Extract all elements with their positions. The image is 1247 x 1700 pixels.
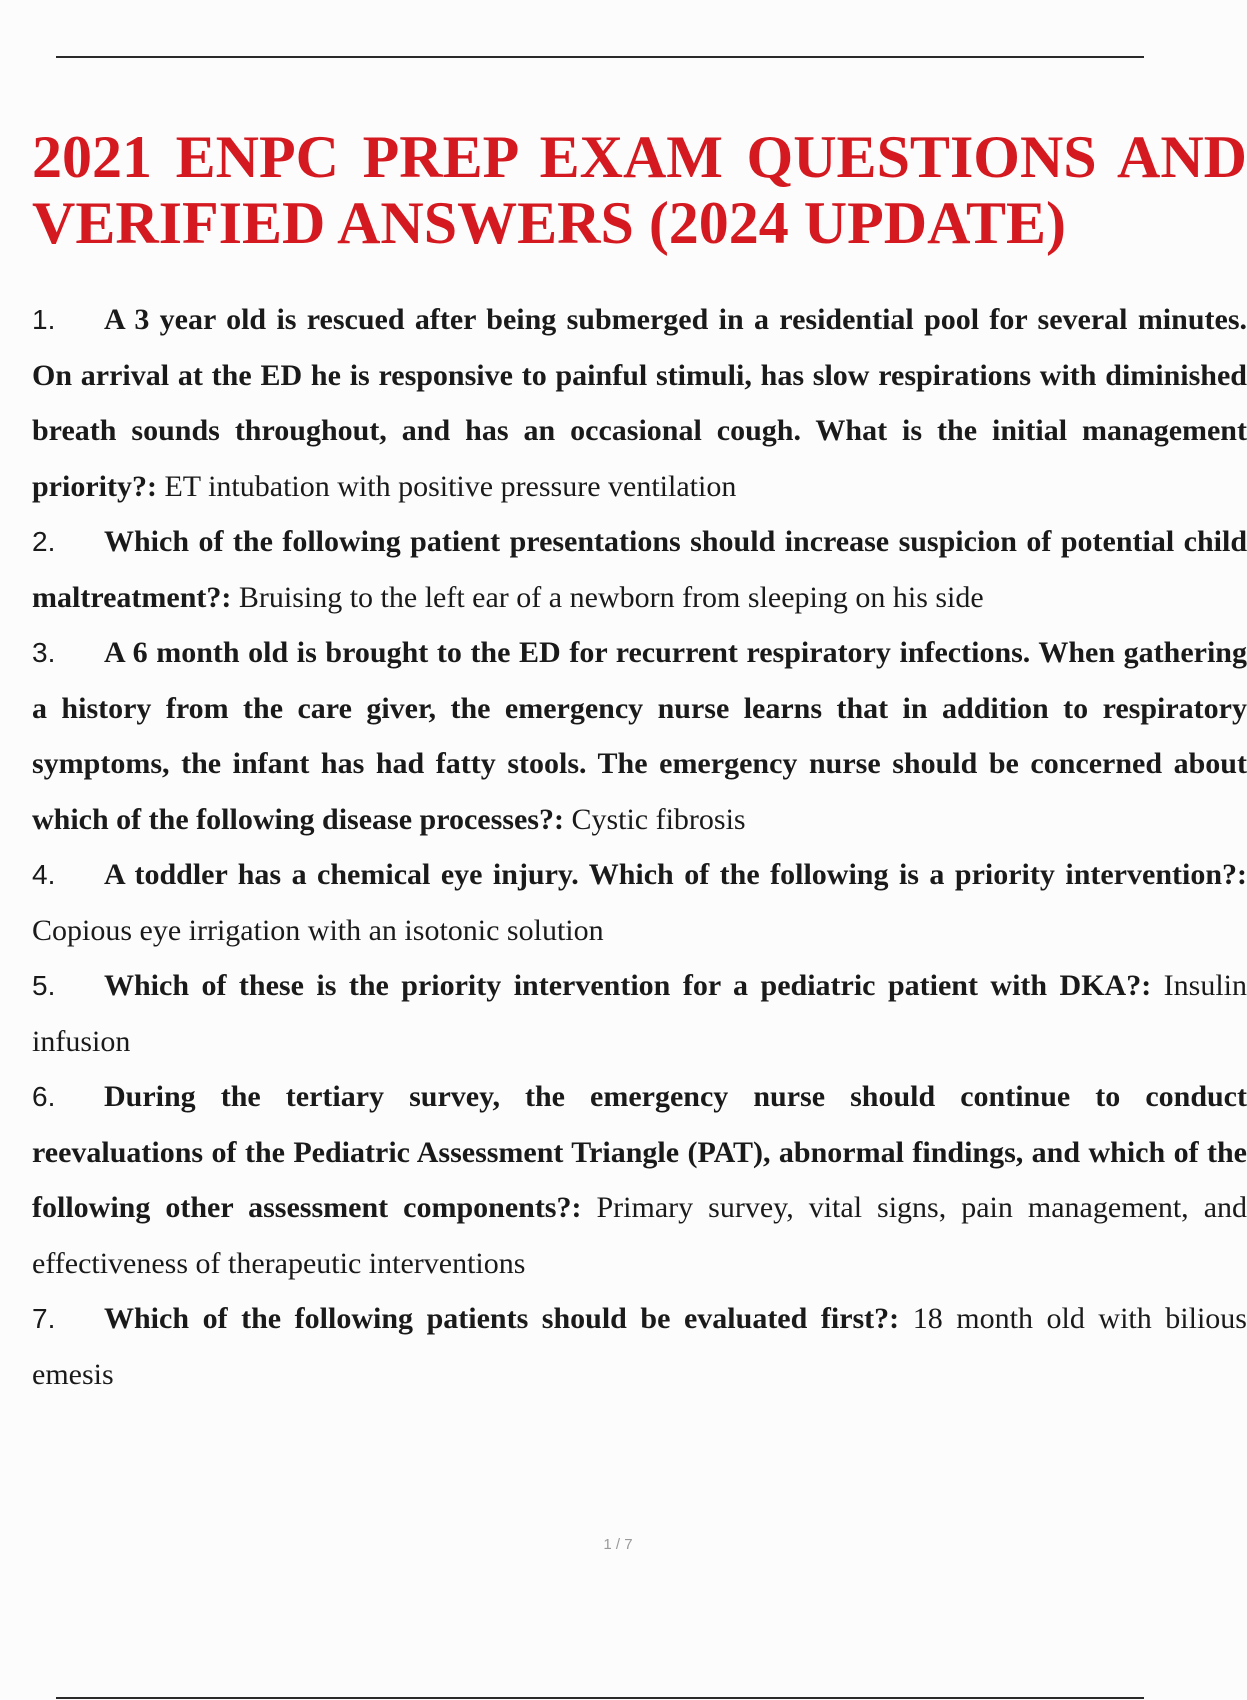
question-text: A 3 year old is rescued after being submerged in a residential pool for several minutes. On arrival at the ED he is responsive to painful stimuli, has slow respirations with diminished breath sounds throughout, and has an occasional cough. What is the initial management priority?: <box>32 303 1247 503</box>
question-text: A toddler has a chemical eye injury. Which of the following is a priority intervention?: <box>104 858 1247 891</box>
answer-text: ET intubation with positive pressure ventilation <box>164 469 737 503</box>
document-title: 2021 ENPC PREP EXAM QUESTIONS AND VERIFIED ANSWERS (2024 UPDATE) <box>32 124 1247 256</box>
question-text: During the tertiary survey, the emergency nurse should continue to conduct reevaluations of the Pediatric Assessment Triangle (PAT), abnormal findings, and which of the following other assessment components?: <box>32 1080 1247 1224</box>
question-list <box>32 292 1247 1402</box>
answer-text: Primary survey, vital signs, pain management, and effectiveness of therapeutic interventions <box>32 1191 1247 1280</box>
question-number: 4. <box>32 859 56 890</box>
bottom-rule <box>56 1697 1144 1699</box>
question-item <box>32 958 1247 1069</box>
question-text: A 6 month old is brought to the ED for recurrent respiratory infections. When gathering a history from the care giver, the emergency nurse learns that in addition to respiratory symptoms, the infant has had fatty stools. The emergency nurse should be concerned about which of the following disease processes?: <box>32 636 1247 836</box>
document-body <box>32 124 1247 1402</box>
question-item <box>32 514 1247 625</box>
question-text: Which of these is the priority intervention for a pediatric patient with DKA?: <box>104 969 1152 1002</box>
question-item <box>32 1291 1247 1402</box>
question-text: Which of the following patients should be evaluated first?: <box>104 1302 900 1335</box>
question-number: 3. <box>32 637 56 668</box>
question-number: 2. <box>32 526 56 557</box>
answer-text: 18 month old with bilious emesis <box>32 1302 1247 1391</box>
question-item <box>32 847 1247 958</box>
question-item <box>32 1069 1247 1291</box>
question-number: 6. <box>32 1081 56 1112</box>
question-number: 7. <box>32 1303 56 1334</box>
answer-text: Copious eye irrigation with an isotonic solution <box>32 913 604 947</box>
question-item <box>32 292 1247 514</box>
top-rule <box>56 56 1144 58</box>
question-number: 5. <box>32 970 56 1001</box>
question-item <box>32 625 1247 847</box>
answer-text: Insulin infusion <box>32 969 1247 1058</box>
answer-text: Cystic fibrosis <box>571 802 746 836</box>
question-number: 1. <box>32 304 56 335</box>
answer-text: Bruising to the left ear of a newborn from sleeping on his side <box>238 580 984 614</box>
page-indicator: 1 / 7 <box>603 1536 633 1553</box>
question-text: Which of the following patient presentations should increase suspicion of potential child maltreatment?: <box>32 525 1247 614</box>
